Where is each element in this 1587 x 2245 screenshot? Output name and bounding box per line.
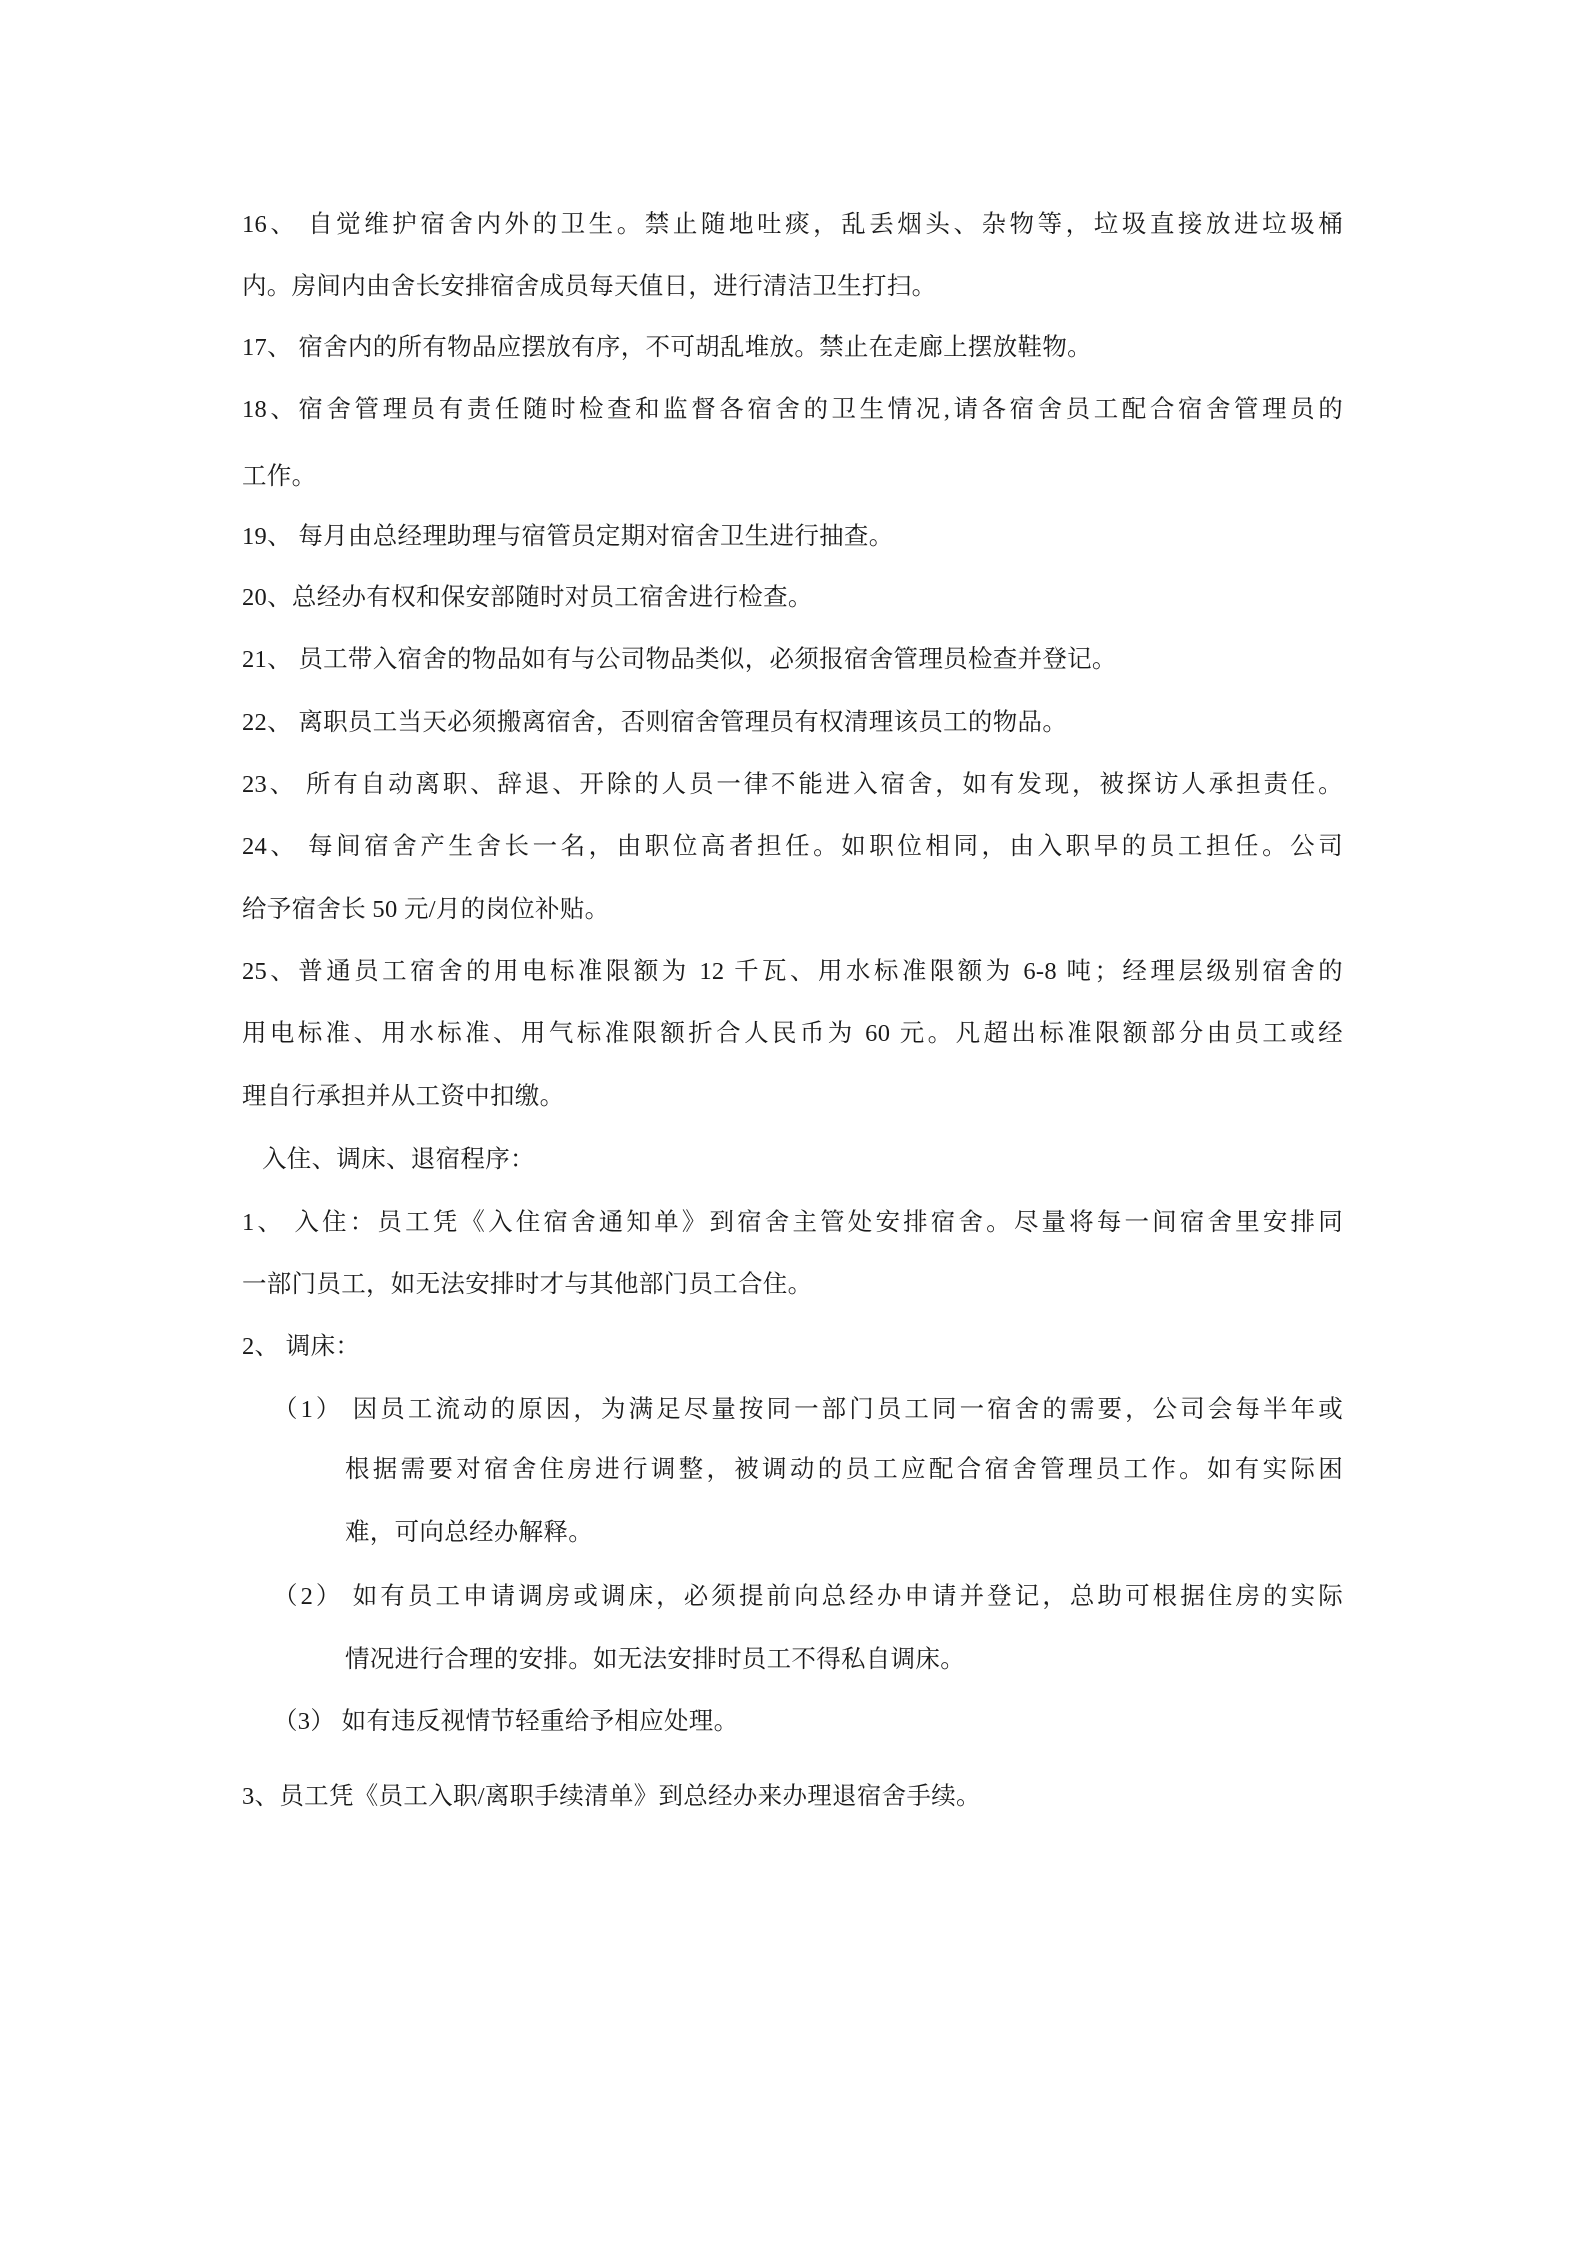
text-line-rule-20: 20、总经办有权和保安部随时对员工宿舍进行检查。 <box>242 584 813 611</box>
text-line-rule-21: 21、 员工带入宿舍的物品如有与公司物品类似，必须报宿舍管理员检查并登记。 <box>242 646 1117 673</box>
text-line-rule-16-b: 内。房间内由舍长安排宿舍成员每天值日，进行清洁卫生打扫。 <box>242 273 937 300</box>
text-line-sub-2-b: 情况进行合理的安排。如无法安排时员工不得私自调床。 <box>345 1646 965 1673</box>
text-line-rule-19: 19、 每月由总经理助理与宿管员定期对宿舍卫生进行抽查。 <box>242 523 894 550</box>
text-line-rule-22: 22、 离职员工当天必须搬离宿舍，否则宿舍管理员有权清理该员工的物品。 <box>242 709 1068 736</box>
text-line-rule-23: 23、 所有自动离职、辞退、开除的人员一律不能进入宿舍，如有发现，被探访人承担责任。 <box>242 771 1343 798</box>
text-line-rule-25-a: 25、普通员工宿舍的用电标准限额为 12 千瓦、用水标准限额为 6-8 吨；经理层级别宿舍的 <box>242 958 1343 985</box>
text-line-sub-2-a: （2） 如有员工申请调房或调床，必须提前向总经办申请并登记，总助可根据住房的实际 <box>273 1583 1343 1610</box>
text-line-sub-3: （3） 如有违反视情节轻重给予相应处理。 <box>273 1708 739 1735</box>
text-line-proc-1-a: 1、 入住：员工凭《入住宿舍通知单》到宿舍主管处安排宿舍。尽量将每一间宿舍里安排同 <box>242 1209 1343 1236</box>
text-line-sub-1-b: 根据需要对宿舍住房进行调整，被调动的员工应配合宿舍管理员工作。如有实际困 <box>345 1456 1343 1483</box>
text-line-rule-18-a: 18、宿舍管理员有责任随时检查和监督各宿舍的卫生情况,请各宿舍员工配合宿舍管理员的 <box>242 396 1343 423</box>
section-heading-checkin-procedure: 入住、调床、退宿程序： <box>262 1146 535 1173</box>
text-line-rule-24-b: 给予宿舍长 50 元/月的岗位补贴。 <box>242 896 610 923</box>
text-line-rule-24-a: 24、 每间宿舍产生舍长一名，由职位高者担任。如职位相同，由入职早的员工担任。公司 <box>242 833 1343 860</box>
checkout-procedure-item: 3、员工凭《员工入职/离职手续清单》到总经办来办理退宿舍手续。 <box>242 1783 981 1810</box>
text-line-rule-16-a: 16、 自觉维护宿舍内外的卫生。禁止随地吐痰，乱丢烟头、杂物等，垃圾直接放进垃圾桶 <box>242 211 1343 238</box>
text-line-proc-2: 2、 调床： <box>242 1333 361 1360</box>
text-line-rule-18-b: 工作。 <box>242 463 317 490</box>
text-line-proc-1-b: 一部门员工，如无法安排时才与其他部门员工合住。 <box>242 1271 813 1298</box>
text-line-rule-25-b: 用电标准、用水标准、用气标准限额折合人民币为 60 元。凡超出标准限额部分由员工或经 <box>242 1020 1343 1047</box>
text-line-sub-1-a: （1） 因员工流动的原因，为满足尽量按同一部门员工同一宿舍的需要，公司会每半年或 <box>273 1396 1343 1423</box>
text-line-rule-25-c: 理自行承担并从工资中扣缴。 <box>242 1083 565 1110</box>
text-line-rule-17: 17、 宿舍内的所有物品应摆放有序，不可胡乱堆放。禁止在走廊上摆放鞋物。 <box>242 334 1092 361</box>
text-line-sub-1-c: 难，可向总经办解释。 <box>345 1519 593 1546</box>
